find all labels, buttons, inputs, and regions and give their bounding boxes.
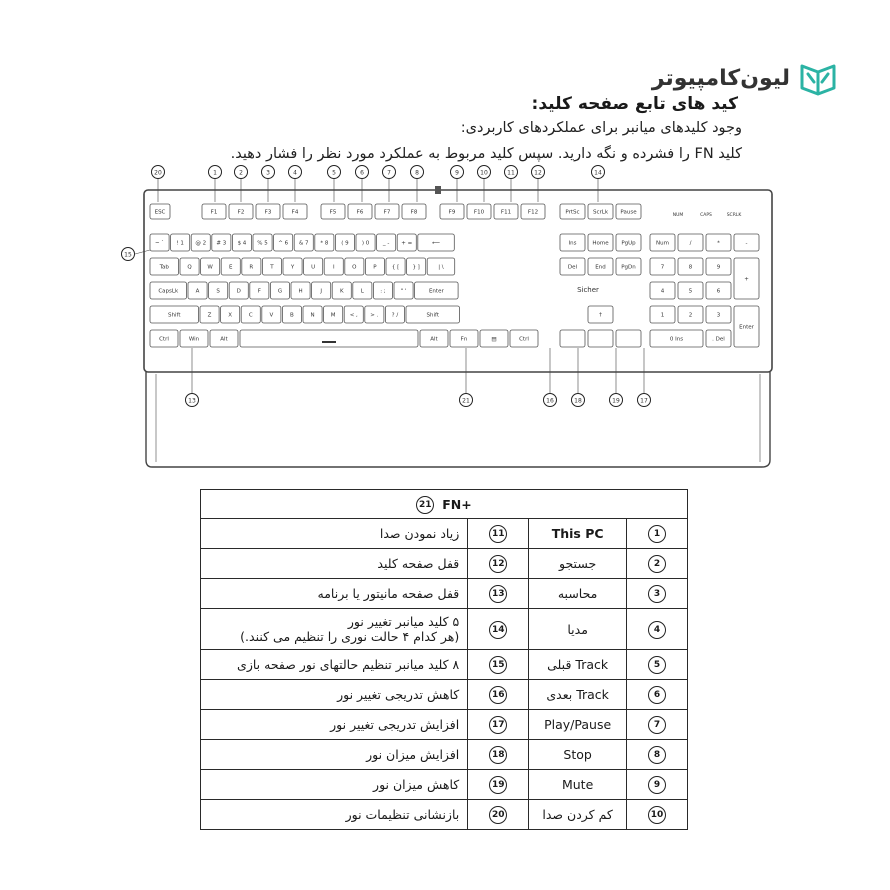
key-label: 1 <box>660 312 665 319</box>
right-description <box>201 770 468 800</box>
callout-number: 20 <box>154 169 162 177</box>
fn-function-table <box>200 489 688 830</box>
callout-number: 13 <box>188 397 196 405</box>
callout-badge: 17 <box>489 716 507 734</box>
callout-number: 10 <box>480 169 488 177</box>
callout-number: 11 <box>507 169 515 177</box>
cable-connector <box>435 186 441 194</box>
key-label: F10 <box>473 209 485 216</box>
keyboard-diagram <box>110 162 780 472</box>
key-label: N <box>310 312 315 319</box>
callout-number: 6 <box>360 169 364 177</box>
callout-badge: 6 <box>648 686 666 704</box>
page-heading: کید های تابع صفحه کلید: <box>531 94 738 114</box>
right-number-cell <box>468 680 529 710</box>
key-label: Fn <box>460 336 468 343</box>
table-row <box>201 770 688 800</box>
key-label: $ 4 <box>237 240 247 247</box>
callout-number: 5 <box>332 169 336 177</box>
key-label: ESC <box>154 209 166 216</box>
key-label: ( 9 <box>341 240 349 247</box>
key-label: + = <box>401 240 413 247</box>
callout-number: 7 <box>387 169 391 177</box>
key-label: . Del <box>712 336 725 343</box>
key-label: Enter <box>739 324 754 331</box>
callout-number: 8 <box>415 169 419 177</box>
key-label: ~ ` <box>154 240 165 247</box>
left-description: Mute <box>529 770 627 800</box>
indicator-label: NUM <box>672 213 684 218</box>
key-label: J <box>320 288 322 295</box>
key-label: > . <box>370 312 379 319</box>
key-label: 7 <box>660 264 665 271</box>
table-row <box>201 800 688 830</box>
description-text: قفل صفحه مانیتور یا برنامه <box>317 586 460 601</box>
key-label: Ctrl <box>159 336 169 343</box>
key-label: Tab <box>159 264 169 271</box>
table-row <box>201 740 688 770</box>
left-number-cell <box>627 710 688 740</box>
indicator-label: SCRLK <box>726 213 742 218</box>
description-text: کاهش میزان نور <box>373 777 460 792</box>
key-label: Shift <box>167 312 181 319</box>
callout-badge: 7 <box>648 716 666 734</box>
right-description <box>201 519 468 549</box>
left-number-cell <box>627 680 688 710</box>
right-number-cell <box>468 710 529 740</box>
right-number-cell <box>468 770 529 800</box>
callout-badge: 14 <box>489 621 507 639</box>
key-label: R <box>249 264 254 271</box>
callout-badge: 5 <box>648 656 666 674</box>
key-label: 4 <box>660 288 665 295</box>
key-label: F4 <box>291 209 299 216</box>
key-label: | \ <box>438 264 444 271</box>
key-label: F3 <box>264 209 272 216</box>
right-description <box>201 740 468 770</box>
key-label: ? / <box>391 312 399 319</box>
description-text: کاهش تدریجی تغییر نور <box>337 687 460 702</box>
key-label: ⟵ <box>432 240 440 247</box>
key-label: # 3 <box>216 240 227 247</box>
key-label: _ - <box>382 240 390 247</box>
key-label: Z <box>207 312 212 319</box>
key-label: P <box>373 264 377 271</box>
callout-number: 1 <box>213 169 217 177</box>
key-label: I <box>332 264 335 271</box>
key-label: A <box>195 288 200 295</box>
key-label: Ctrl <box>519 336 529 343</box>
brand-mark-icon <box>798 58 838 98</box>
key-label: F9 <box>448 209 456 216</box>
key-label: U <box>311 264 316 271</box>
key-label: * <box>717 240 720 247</box>
callout-badge: 20 <box>489 806 507 824</box>
table-header-row <box>201 490 688 519</box>
callout-badge: 11 <box>489 525 507 543</box>
callout-badge: 2 <box>648 555 666 573</box>
key-label: } ] <box>412 264 420 271</box>
key-label: F <box>257 288 261 295</box>
key-label: 6 <box>716 288 721 295</box>
key-label: F5 <box>329 209 337 216</box>
wrist-rest-outline <box>146 372 770 467</box>
key-label: Alt <box>430 336 438 343</box>
right-description <box>201 710 468 740</box>
intro-line-2: کلید FN را فشرده و نگه دارید. سپس کلید مربوط به عملکرد مورد نظر را فشار دهید. <box>230 146 742 162</box>
key-label: 9 <box>716 264 721 271</box>
callout-number: 9 <box>455 169 459 177</box>
callout-number: 3 <box>266 169 270 177</box>
key-label: / <box>689 240 692 247</box>
left-number-cell <box>627 770 688 800</box>
callout-number: 19 <box>612 397 620 405</box>
left-description: مدیا <box>529 609 627 650</box>
left-description: Stop <box>529 740 627 770</box>
key-label: * 8 <box>320 240 329 247</box>
key-label: 8 <box>688 264 693 271</box>
description-text: افزایش تدریجی تغییر نور <box>330 717 460 732</box>
key-label: K <box>339 288 344 295</box>
callout-number: 12 <box>534 169 542 177</box>
key-label: CapsLk <box>158 288 179 295</box>
callout-number: 14 <box>594 169 602 177</box>
key-label: V <box>269 312 274 319</box>
key-label: E <box>229 264 233 271</box>
description-text: ۵ کلید میانبر تغییر نور <box>347 614 460 629</box>
right-number-cell <box>468 740 529 770</box>
table-row <box>201 549 688 579</box>
key-label: F12 <box>527 209 539 216</box>
key <box>616 330 641 347</box>
callout-badge: 8 <box>648 746 666 764</box>
key-label: ScrLk <box>592 209 609 216</box>
left-number-cell <box>627 579 688 609</box>
callout-badge: 4 <box>648 621 666 639</box>
key-label: H <box>298 288 303 295</box>
brand-mark-text: Sicher <box>577 286 599 294</box>
left-number-cell <box>627 549 688 579</box>
keyboard-keys <box>150 204 759 347</box>
key-label: " ' <box>400 288 407 295</box>
key-label: - <box>745 240 748 247</box>
key-label: < , <box>349 312 358 319</box>
right-number-cell <box>468 800 529 830</box>
key <box>588 330 613 347</box>
callout-number: 17 <box>640 397 648 405</box>
key-label: 5 <box>688 288 693 295</box>
key-label: End <box>595 264 606 271</box>
key-label: ↑ <box>598 312 603 319</box>
table-row <box>201 519 688 549</box>
left-number-cell <box>627 800 688 830</box>
callout-badge: 1 <box>648 525 666 543</box>
right-number-cell <box>468 579 529 609</box>
callout-badge: 18 <box>489 746 507 764</box>
right-number-cell <box>468 519 529 549</box>
key-label: Enter <box>428 288 444 295</box>
key-label: PrtSc <box>565 209 580 216</box>
right-description <box>201 650 468 680</box>
callout-number: 4 <box>293 169 297 177</box>
callout-number: 18 <box>574 397 582 405</box>
key-label: F11 <box>500 209 512 216</box>
callout-number: 21 <box>462 397 470 405</box>
key-label: W <box>207 264 213 271</box>
key-label: % 5 <box>257 240 268 247</box>
key-label: B <box>290 312 294 319</box>
key-label: PgDn <box>621 264 636 271</box>
left-number-cell <box>627 609 688 650</box>
key-label: + <box>744 276 749 283</box>
key-label: 0 Ins <box>669 336 684 343</box>
key-label: Y <box>290 264 295 271</box>
space-bar-mark <box>322 341 336 343</box>
key-label: @ 2 <box>195 240 207 247</box>
key-label: Ins <box>568 240 577 247</box>
left-description: جستجو <box>529 549 627 579</box>
key <box>240 330 418 347</box>
key-label: F6 <box>356 209 364 216</box>
left-description: Track بعدی <box>529 680 627 710</box>
indicator-label: CAPS <box>700 213 712 218</box>
key-label: T <box>270 264 274 271</box>
description-note: (هر کدام ۴ حالت نوری را تنظیم می کنند.) <box>240 629 460 644</box>
brand-logo <box>652 58 838 98</box>
right-number-cell <box>468 609 529 650</box>
key-label: D <box>236 288 241 295</box>
key-label: Num <box>656 240 669 247</box>
left-description: کم کردن صدا <box>529 800 627 830</box>
key-label: 2 <box>688 312 693 319</box>
callout-leader <box>135 250 150 254</box>
table-row <box>201 609 688 650</box>
callout-number: 16 <box>546 397 554 405</box>
left-number-cell <box>627 519 688 549</box>
right-description <box>201 800 468 830</box>
table-body <box>201 519 688 830</box>
table-header-cell <box>201 490 688 519</box>
left-description: This PC <box>529 519 627 549</box>
right-description <box>201 680 468 710</box>
callout-badge: 3 <box>648 585 666 603</box>
key-label: : ; <box>380 288 386 295</box>
callout-badge: 12 <box>489 555 507 573</box>
callout-badge: 15 <box>489 656 507 674</box>
table-header-label: FN+ <box>442 497 472 512</box>
key-label: X <box>228 312 233 319</box>
right-number-cell <box>468 650 529 680</box>
callout-badge: 19 <box>489 776 507 794</box>
right-description <box>201 579 468 609</box>
description-text: قفل صفحه کلید <box>377 556 460 571</box>
key-label: Home <box>592 240 609 247</box>
key-label: F1 <box>210 209 218 216</box>
key-label: 3 <box>716 312 721 319</box>
description-text: زیاد نمودن صدا <box>379 526 460 541</box>
table-row <box>201 579 688 609</box>
key-label: G <box>277 288 283 295</box>
table-row <box>201 680 688 710</box>
callout-badge: 16 <box>489 686 507 704</box>
left-number-cell <box>627 740 688 770</box>
right-description <box>201 549 468 579</box>
table-row <box>201 710 688 740</box>
callout-number: 15 <box>124 251 132 259</box>
key-label: ! 1 <box>176 240 184 247</box>
key-label: ) 0 <box>361 240 370 247</box>
key-label: L <box>360 288 364 295</box>
callout-number: 2 <box>239 169 243 177</box>
left-description: محاسبه <box>529 579 627 609</box>
key-label: F2 <box>237 209 245 216</box>
key <box>560 330 585 347</box>
key-label: & 7 <box>298 240 309 247</box>
key-label: ^ 6 <box>278 240 289 247</box>
intro-line-1: وجود کلیدهای میانبر برای عملکردهای کاربردی: <box>460 120 742 136</box>
key-label: Shift <box>426 312 440 319</box>
key-label: Q <box>187 264 192 271</box>
key-label: ▤ <box>491 336 497 343</box>
key-label: Del <box>567 264 578 271</box>
left-description: Track قبلی <box>529 650 627 680</box>
table-row <box>201 650 688 680</box>
left-number-cell <box>627 650 688 680</box>
description-text: بازنشانی تنظیمات نور <box>345 807 460 822</box>
key-label: Alt <box>220 336 228 343</box>
callout-badge: 21 <box>416 496 434 514</box>
key-label: Win <box>188 336 200 343</box>
callout-badge: 10 <box>648 806 666 824</box>
key-label: M <box>330 312 336 319</box>
key-label: Pause <box>620 209 637 216</box>
keyboard-outline <box>144 186 772 467</box>
key-label: F8 <box>410 209 418 216</box>
left-description: Play/Pause <box>529 710 627 740</box>
brand-name: لیون‌کامپیوتر <box>651 65 790 91</box>
right-number-cell <box>468 549 529 579</box>
key-label: { [ <box>391 264 400 271</box>
callout-badge: 9 <box>648 776 666 794</box>
key-label: PgUp <box>621 240 636 247</box>
description-text: ۸ کلید میانبر تنظیم حالتهای نور صفحه بازی <box>237 657 460 672</box>
description-text: افزایش میزان نور <box>366 747 460 762</box>
key-label: F7 <box>383 209 391 216</box>
callout-badge: 13 <box>489 585 507 603</box>
key-label: O <box>352 264 357 271</box>
right-description <box>201 609 468 650</box>
key-label: C <box>248 312 253 319</box>
key-label: S <box>216 288 220 295</box>
